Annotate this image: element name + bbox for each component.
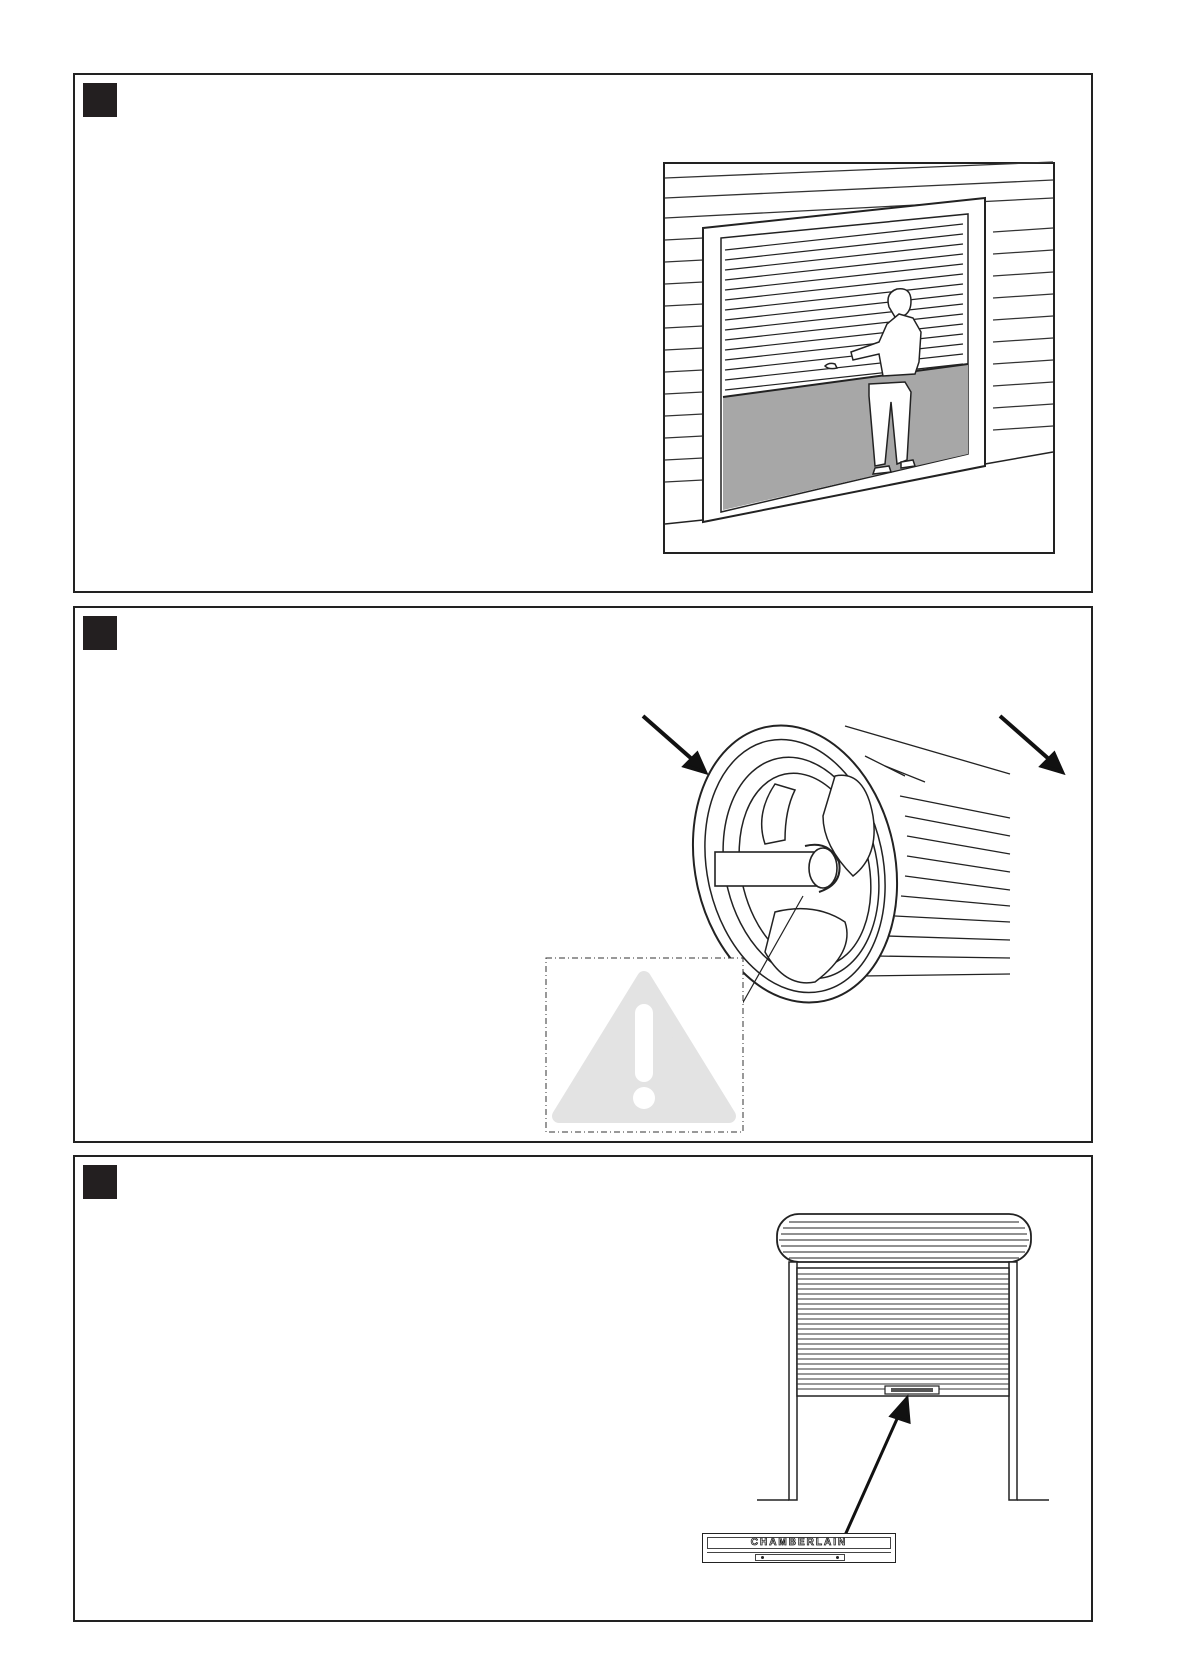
arrow-icon: [1000, 716, 1062, 772]
step-panel-2: [73, 606, 1093, 1143]
nameplate-brand: CHAMBERLAIN: [750, 1537, 848, 1548]
illustration-man-opening-door: [663, 162, 1055, 555]
step-marker: [83, 83, 117, 117]
step-number: [83, 1165, 117, 1199]
arrow-icon: [842, 1398, 909, 1542]
step-marker: [83, 1165, 117, 1199]
illustration-roller-shutter-nameplate: [697, 1212, 1077, 1572]
step-number: [83, 83, 117, 117]
illustration-drum-wheel: [505, 696, 1075, 1140]
arrow-icon: [643, 716, 705, 772]
step-panel-3: [73, 1155, 1093, 1622]
nameplate: [702, 1533, 896, 1563]
step-marker: [83, 616, 117, 650]
step-panel-1: [73, 73, 1093, 593]
step-number: [83, 616, 117, 650]
